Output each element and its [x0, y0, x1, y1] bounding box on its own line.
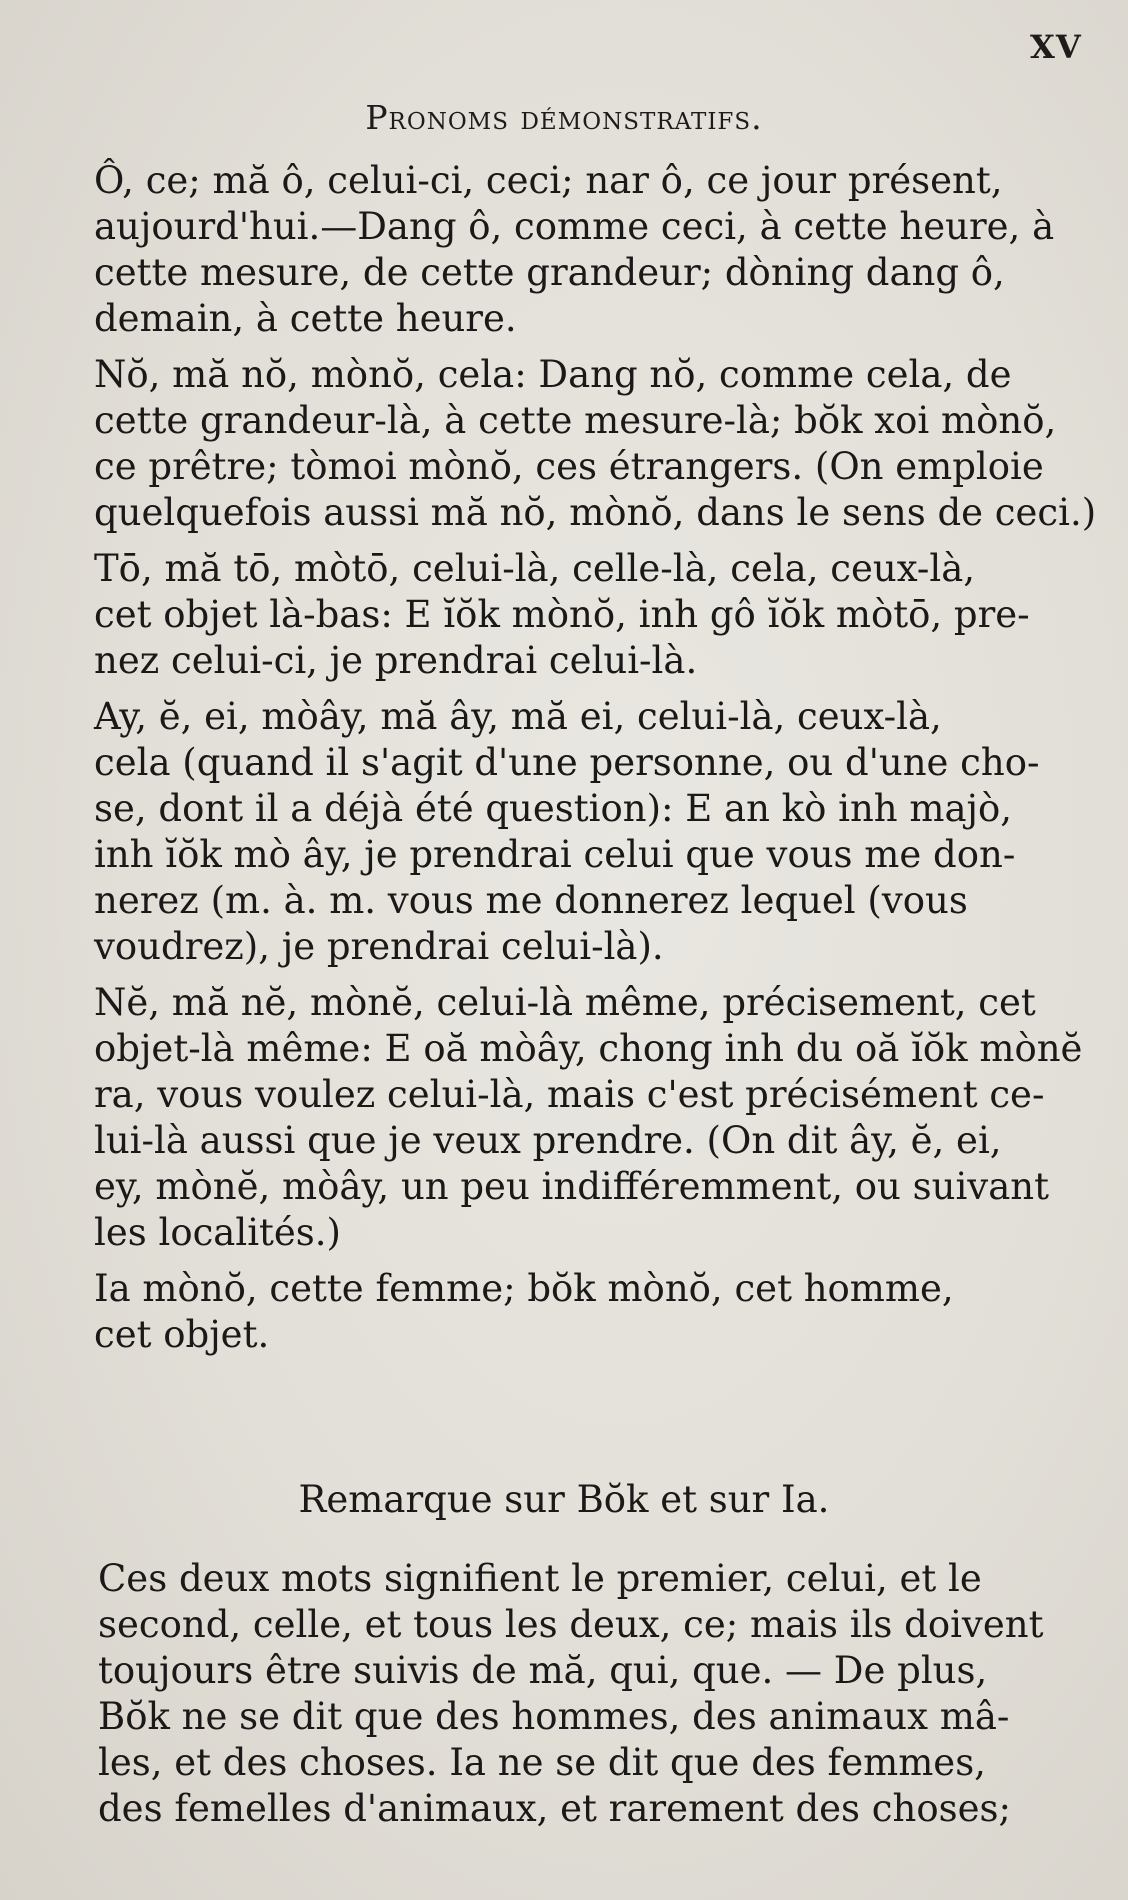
remark-paragraph: [60, 1556, 1090, 1832]
text-line: objet-là même: E oă mòây, chong inh du oă ĭŏk mònĕ: [94, 1027, 1083, 1070]
text-line: Nŏ, mă nŏ, mònŏ, cela: Dang nŏ, comme cela, de: [94, 353, 1012, 396]
text-line: toujours être suivis de mă, qui, que. — De plus,: [98, 1649, 988, 1692]
text-line: ra, vous voulez celui-là, mais c'est précisément ce-: [94, 1073, 1045, 1116]
paragraph-2: [56, 352, 1097, 536]
text-line: voudrez), je prendrai celui-là).: [94, 925, 664, 968]
text-line: Ay, ĕ, ei, mòây, mă ây, mă ei, celui-là, ceux-là,: [94, 695, 942, 738]
text-line: second, celle, et tous les deux, ce; mais ils doivent: [98, 1603, 1044, 1646]
text-line: Ia mònŏ, cette femme; bŏk mònŏ, cet homme,: [94, 1267, 954, 1310]
text-line: cela (quand il s'agit d'une personne, ou d'une cho-: [94, 741, 1040, 784]
text-line: nez celui-ci, je prendrai celui-là.: [94, 639, 698, 682]
text-line: cette grandeur-là, à cette mesure-là; bŏk xoi mònŏ,: [94, 399, 1057, 442]
text-line: ce prêtre; tòmoi mònŏ, ces étrangers. (On emploie: [94, 445, 1044, 488]
text-line: les, et des choses. Ia ne se dit que des femmes,: [98, 1741, 986, 1784]
text-line: Ô, ce; mă ô, celui-ci, ceci; nar ô, ce jour présent,: [94, 159, 1003, 202]
page-heading: Pronoms démonstratifs.: [365, 98, 763, 137]
section-title: [0, 1478, 1128, 1521]
text-line: inh ĭŏk mò ây, je prendrai celui que vous me don-: [94, 833, 1016, 876]
text-line: quelquefois aussi mă nŏ, mònŏ, dans le sens de ceci.): [94, 491, 1097, 534]
page-number: XV: [1030, 28, 1082, 66]
paragraph-4: [56, 694, 1086, 970]
section-title-text: Remarque sur Bŏk et sur Ia.: [298, 1478, 830, 1521]
text-line: les localités.): [94, 1211, 341, 1254]
paragraph-5: [56, 980, 1086, 1256]
text-line: cet objet là-bas: E ĭŏk mònŏ, inh gô ĭŏk mòtō, pre-: [94, 593, 1030, 636]
text-line: Nĕ, mă nĕ, mònĕ, celui-là même, précisement, cet: [94, 981, 1036, 1024]
body-text: [56, 158, 1097, 1368]
paragraph-3: [56, 546, 1086, 684]
paragraph-6: [56, 1266, 1086, 1358]
text-line: des femelles d'animaux, et rarement des choses;: [98, 1787, 1011, 1830]
text-line: Bŏk ne se dit que des hommes, des animaux mâ-: [98, 1695, 1010, 1738]
text-line: Tō, mă tō, mòtō, celui-là, celle-là, cela, ceux-là,: [94, 547, 976, 590]
text-line: aujourd'hui.—Dang ô, comme ceci, à cette heure, à: [94, 205, 1055, 248]
paragraph-1: [56, 158, 1086, 342]
text-line: Ces deux mots signifient le premier, celui, et le: [98, 1557, 982, 1600]
text-line: demain, à cette heure.: [94, 297, 517, 340]
text-line: ey, mònĕ, mòây, un peu indifféremment, ou suivant: [94, 1165, 1049, 1208]
text-line: cet objet.: [94, 1313, 270, 1356]
text-line: cette mesure, de cette grandeur; dòning dang ô,: [94, 251, 1005, 294]
text-line: se, dont il a déjà été question): E an kò inh majò,: [94, 787, 1013, 830]
text-line: nerez (m. à. m. vous me donnerez lequel (vous: [94, 879, 968, 922]
remark-text: [60, 1556, 1090, 1842]
text-line: lui-là aussi que je veux prendre. (On dit ây, ĕ, ei,: [94, 1119, 1002, 1162]
